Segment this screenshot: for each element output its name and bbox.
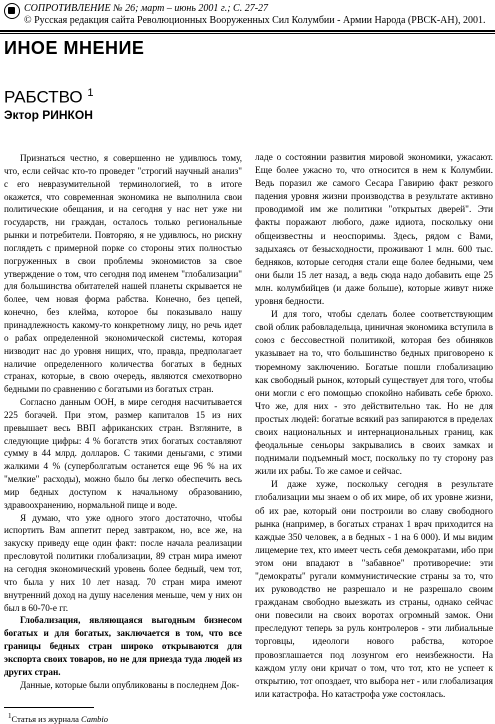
paragraph: Признаться честно, я совершенно не удивлюсь тому, что, если сейчас кто-то проведет "строгий научный анализ" с его невразумительной терминологией, то в итоге окажется, что современная экономика не выполнила свои политические обещания, и на сегодня у нас нет уже ни государств, ни граждан, осталось только региональные рынки и потребители. Повторяю, я не удивлюсь, но рискну поглядеть с примерной порке со стороны этих полностью погруженных в свои проблемы экономистов за свое утверждение о том, что сегодня под именем "глобализации" для большинства обитателей нашей планеты скрывается не более, чем новая форма рабства. Конечно, без цепей, конечно, без клейма, которое бы показывало нашу принадлежность какому-то конкретному лицу, но речь идет о рабах определенной экономической системы, которая низводит нас до уровня нищих, что, правда, предполагает наличие определенного количества богатых в бедных странах, которые, в свою очередь, являются смехотворно бедными по сравнению с богатыми из богатых стран. — [4, 153, 242, 395]
article-author: Эктор РИНКОН — [4, 108, 93, 122]
footnote-mark: 1 — [8, 712, 12, 720]
header-rule-thick — [0, 30, 495, 32]
header-citation: СОПРОТИВЛЕНИЕ № 26; март – июнь 2001 г.; С. 27-27 — [24, 3, 269, 14]
paragraph: Я думаю, что уже одного этого достаточно, чтобы испортить Вам аппетит перед завтраком, но, все же, на закуску приведу еще один факт: после начала реализации пресловутой политики глобализации, 89 стран мира имеют на сегодня экономический уровень более бедный, чем тот, что была у них 10 лет назад. 70 стран мира имеют внутренний доход на душу населения меньше, чем у них он был в 60-70-е гг. — [4, 512, 242, 613]
section-heading: ИНОЕ МНЕНИЕ — [4, 38, 145, 58]
bold-paragraph: Глобализация, являющаяся выгодным бизнесом богатых и для богатых, заключается в том, что все границы бедных стран широко открываются для экспорта своих товаров, но не для приезда туда людей из других стран. — [4, 615, 242, 677]
article-title — [4, 82, 93, 109]
header-copyright: © Русская редакция сайта Революционных Вооруженных Сил Колумбии - Армии Народа (РВСК-АН), 2001. — [24, 15, 486, 26]
journal-logo — [4, 3, 20, 19]
footnote-ref: 1 — [87, 87, 94, 99]
left-column — [4, 152, 242, 691]
header-rule-thin — [0, 33, 495, 34]
footnote-source: Cambio — [81, 713, 108, 724]
right-column — [255, 152, 493, 702]
paragraph: Данные, которые были опубликованы в последнем Док- — [20, 679, 240, 690]
paragraph: ладе о состоянии развития мировой экономики, ужасают. Еще более ужасно то, что относится в нем к Колумбии. Ведь поразил же самого Сесара Гавирию факт резкого падения уровня жизни производства в результате активно проводимой им же политики "открытых дверей". Эти факты поражают любого, даже идиота, поскольку они общеизвестны и неоспоримы. Здесь, рядом с Вами, задыхаясь от безысходности, проживают 1 млн. 600 тыс. бедняков, которые сегодня стали еще более бедными, чем они были 15 лет назад, а ведь сюда надо добавить еще 25 млн. колумбийцев (и даже больше), которые живут ниже уровня бедности. — [255, 153, 493, 308]
footnote-rule — [4, 707, 94, 708]
publication-header — [4, 3, 492, 29]
article-title-text: РАБСТВО — [4, 87, 83, 107]
paragraph: Согласно данным ООН, в мире сегодня насчитывается 225 богачей. При этом, размер капиталов 15 из них превышает весь ВВП африканских стран. Взгляните, в следующие цифры: 4 % богатств этих богатых составляют сумму в 44 млрд. долларов. С такими деньгами, с этими жалкими 4 % (суперболгатым останется еще 96 % на их "мелкие" расходы), можно было бы легко обеспечить весь мир бедных доступом к начальному образованию, здравоохранению, нормальной пище и воде. — [4, 397, 242, 510]
footnote — [8, 711, 108, 724]
paragraph: И даже хуже, поскольку сегодня в результате глобализации мы знаем о об их мире, об их уровне жизни, об их рае, который они построили во славу свободного рынка (например, в богатых странах 1 врач приходится на каждые 350 человек, а в бедных - 1 на 6 000). И мы видим лицемерие тех, кто имеет честь себя демократами, ибо при этом они впадают в "забавное" противоречие: эти "демократы" ругали коммунистические страны за то, что их руководство не разрешало и не разрешало своим гражданам свободно выезжать из страны, однако сейчас они повесили на своих воротах огромный замок. Они преследуют теперь за руль контролеров - эти либиальные торговцы, идеологи нового рабства, которое провозглашается под лозунгом его неизбежности. На каждом углу они кричат о том, что тот, кто не успеет к открытию, тот опоздает, что выбора нет - или глобализация или катастрофа. Но катастрофа уже состоялась. — [255, 480, 493, 700]
paragraph: И для того, чтобы сделать более соответствующим свой облик рабовладельца, циничная экономика вступила в союз с бессовестной политикой, которая без обиняков указывает на то, что большинство бедных приговорено к тюремному заключению. Богатые пошли глобализацию как свободный рынок, который существует для того, чтобы они могли с его помощью спокойно набивать себе брюхо. Что же, для них - это действительно так. Но не для простых людей: богатые всякий раз запираются в пределах своих национальных и интернациональных границ, как феодальные сеньоры закрывались в своих замках и поднимали подъемный мост, поскольку по ту сторону раз жили их рабы. То же самое и сейчас. — [255, 310, 493, 478]
footnote-text: Статья из журнала — [11, 713, 79, 724]
